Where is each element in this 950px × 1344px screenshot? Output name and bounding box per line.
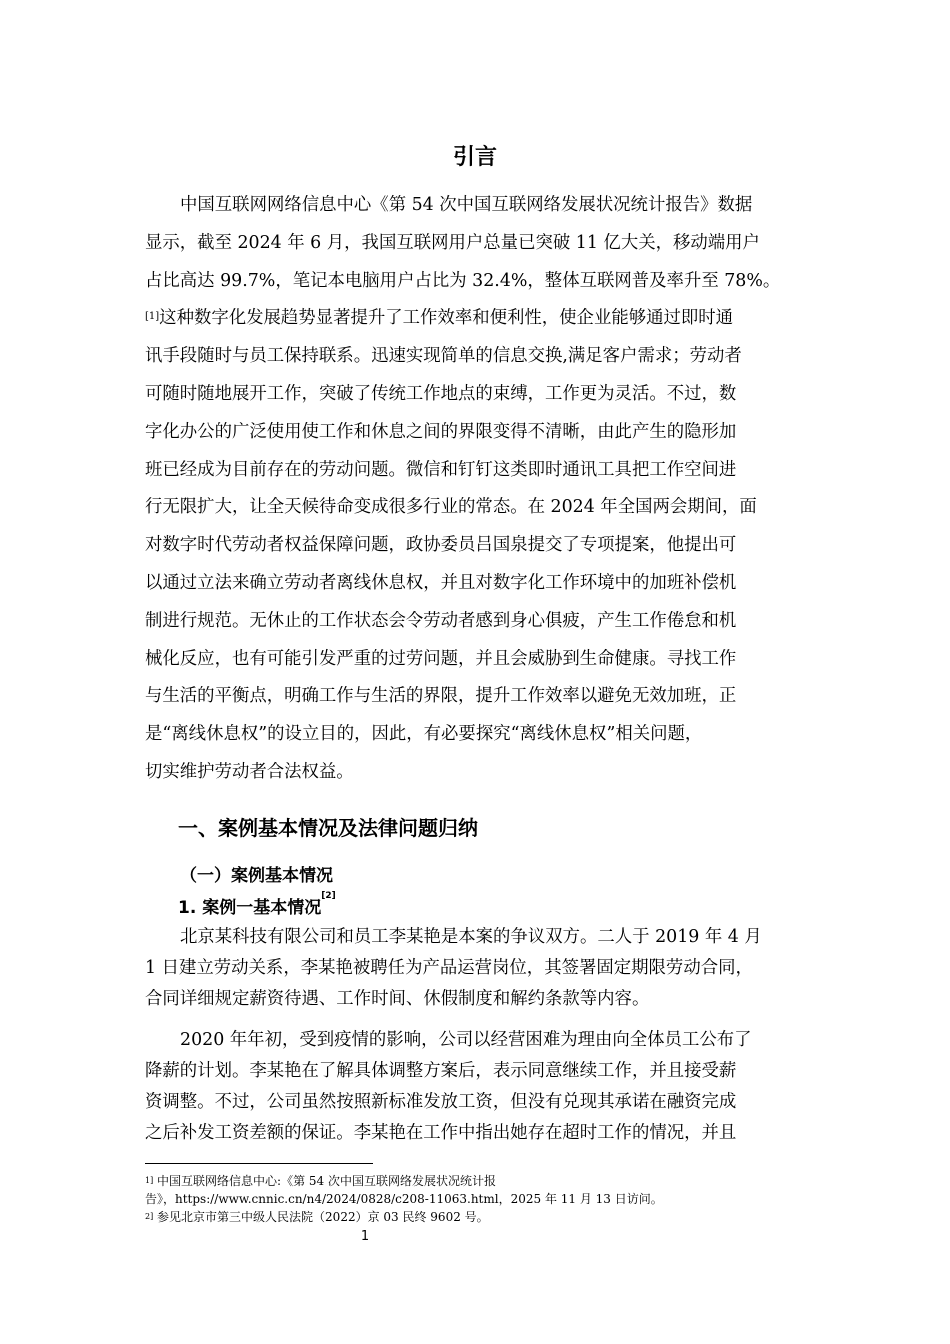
text-line: 行无限扩大，让全天候待命变成很多行业的常态。在 2024 年全国两会期间，面 — [145, 497, 757, 518]
text-line: 字化办公的广泛使用使工作和休息之间的界限变得不清晰，由此产生的隐形加 — [145, 421, 737, 442]
text-line: 可随时随地展开工作，突破了传统工作地点的束缚，工作更为灵活。不过，数 — [145, 383, 737, 404]
text-line: 械化反应，也有可能引发严重的过劳问题，并且会威胁到生命健康。寻找工作 — [145, 648, 737, 669]
section-heading: 一、案例基本情况及法律问题归纳 — [178, 816, 478, 840]
text-line: 资调整。不过，公司虽然按照新标准发放工资，但没有兑现其承诺在融资完成 — [145, 1092, 737, 1112]
text-line: 是“离线休息权”的设立目的，因此，有必要探究“离线休息权”相关问题， — [145, 724, 703, 745]
text-line: 2020 年年初，受到疫情的影响，公司以经营困难为理由向全体员工公布了 — [180, 1030, 752, 1050]
footnote-text: 中国互联网络信息中心:《第 54 次中国互联网络发展状况统计报 — [157, 1174, 496, 1188]
text-line: 以通过立法来确立劳动者离线休息权，并且对数字化工作环境中的加班补偿机 — [145, 572, 737, 593]
text-line: 占比高达 99.7%，笔记本电脑用户占比为 32.4%，整体互联网普及率升至 78%。 — [145, 270, 781, 291]
text-line: 与生活的平衡点，明确工作与生活的界限，提升工作效率以避免无效加班，正 — [145, 686, 737, 707]
text-line: 降薪的计划。李某艳在了解具体调整方案后，表示同意继续工作，并且接受薪 — [145, 1061, 737, 1081]
footnotes — [145, 1172, 805, 1226]
text-line: 北京某科技有限公司和员工李某艳是本案的争议双方。二人于 2019 年 4 月 — [180, 927, 762, 947]
text-line — [145, 300, 805, 338]
text-line: 讯手段随时与员工保持联系。迅速实现简单的信息交换,满足客户需求；劳动者 — [145, 346, 742, 367]
footnote-separator — [145, 1163, 373, 1164]
case-heading-text: 1. 案例一基本情况 — [178, 898, 322, 918]
footnote-mark: 2] — [145, 1212, 154, 1221]
footnote-1-cont: 告》，https://www.cnnic.cn/n4/2024/0828/c208-11063.html，2025 年 11 月 13 日访问。 — [145, 1192, 663, 1206]
footnote-text: 参见北京市第三中级人民法院（2022）京 03 民终 9602 号。 — [157, 1210, 489, 1224]
text-line: 显示，截至 2024 年 6 月，我国互联网用户总量已突破 11 亿大关，移动端用户 — [145, 232, 760, 253]
case-heading — [178, 893, 336, 918]
footnote-mark: 1] — [145, 1176, 154, 1185]
footnote-ref: [1] — [145, 311, 160, 323]
text-line: 制进行规范。无休止的工作状态会令劳动者感到身心俱疲，产生工作倦怠和机 — [145, 610, 737, 631]
intro-paragraph — [145, 187, 805, 792]
page-number: 1 — [360, 1229, 370, 1244]
text-line: 合同详细规定薪资待遇、工作时间、休假制度和解约条款等内容。 — [145, 989, 650, 1009]
text-span: 这种数字化发展趋势显著提升了工作效率和便利性，使企业能够通过即时通 — [159, 308, 734, 329]
text-line: 中国互联网网络信息中心《第 54 次中国互联网络发展状况统计报告》数据 — [180, 195, 753, 215]
footnote-1 — [145, 1172, 805, 1190]
case-paragraphs — [145, 922, 805, 1149]
text-line: 切实维护劳动者合法权益。 — [145, 761, 354, 782]
footnote-2 — [145, 1208, 805, 1226]
page-title: 引言 — [452, 145, 497, 170]
text-line: 班已经成为目前存在的劳动问题。微信和钉钉这类即时通讯工具把工作空间进 — [145, 459, 737, 480]
text-line: 1 日建立劳动关系，李某艳被聘任为产品运营岗位，其签署固定期限劳动合同， — [145, 958, 753, 978]
subsection-heading: （一）案例基本情况 — [180, 866, 333, 886]
text-line: 之后补发工资差额的保证。李某艳在工作中指出她存在超时工作的情况，并且 — [145, 1123, 737, 1143]
footnote-ref: [2] — [321, 891, 336, 901]
text-line: 对数字时代劳动者权益保障问题，政协委员吕国泉提交了专项提案，他提出可 — [145, 535, 737, 556]
